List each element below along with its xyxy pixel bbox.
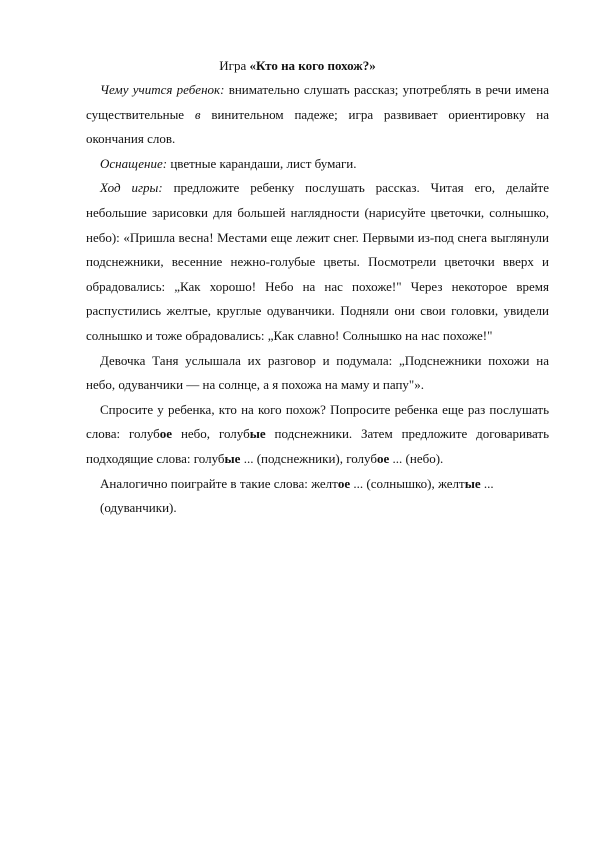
analogy-text-1: Аналогично поиграйте в такие слова: желт <box>100 475 338 491</box>
ending-highlight: ое <box>377 450 390 466</box>
game-flow-label: Ход игры: <box>100 180 163 196</box>
title-prefix: Игра <box>219 58 250 73</box>
goals-text-1: внимательно слушать рассказ; употреблять в речи имена существительные <box>86 82 549 122</box>
questions-text-1: Спросите у ребенка, кто на кого похож? Попросите ребенка еще раз послушать слова: голуб <box>86 401 549 442</box>
ending-highlight: ые <box>249 426 266 442</box>
game-flow-text: предложите ребенку послушать рассказ. Читая его, делайте небольшие зарисовки для большей наглядности (нарисуйте цветочки, солнышко, небо): «Пришла весна! Местами еще лежит снег. Первыми из-под снега выглянули подснежники, весенние нежно-голубые цветы. Посмотрели цветочки вверх и обрадовались: „Как хорошо! Небо на нас похоже!" Через некоторое время распустились желтые, круглые одуванчики. Подняли они свои головки, увидели солнышко и тоже обрадовались: „Как славно! Солнышко на нас похоже!" <box>86 180 549 343</box>
goals-label: Чему учится ребенок: <box>100 82 225 97</box>
questions-text-2: небо, голуб <box>172 426 250 442</box>
questions-text-3: подснежники. Затем предложите договаривать подходящие слова: голуб <box>86 426 550 466</box>
paragraph-game-flow <box>86 176 549 348</box>
story-ending-text: Девочка Таня услышала их разговор и подумала: „Подснежники похожи на небо, одуванчики — на солнце, а я похожа на маму и папу"». <box>86 352 549 393</box>
goals-text-2: винительном падеже; игра развивает ориентировку на окончания слов. <box>86 106 549 147</box>
paragraph-equipment <box>86 152 549 177</box>
document-body <box>86 78 549 521</box>
paragraph-questions <box>86 398 549 472</box>
equipment-text: цветные карандаши, лист бумаги. <box>167 155 357 171</box>
goals-italic-preposition: в <box>194 106 201 122</box>
ending-highlight: ые <box>464 475 481 491</box>
title-game-name: «Кто на кого похож?» <box>249 58 376 73</box>
questions-text-4: ... (подснежники), голуб <box>240 450 377 466</box>
paragraph-analogy <box>86 472 549 497</box>
analogy-end-text: (одуванчики). <box>100 500 177 516</box>
analogy-text-3: ... <box>480 475 494 491</box>
questions-text-5: ... (небо). <box>389 450 444 466</box>
ending-highlight: ое <box>337 475 351 491</box>
ending-highlight: ое <box>159 426 173 442</box>
analogy-text-2: ... (солнышко), желт <box>350 475 465 491</box>
ending-highlight: ые <box>224 450 241 466</box>
paragraph-story-ending <box>86 349 549 398</box>
paragraph-analogy-end <box>86 496 549 521</box>
page-title <box>0 58 595 74</box>
paragraph-goals <box>86 78 549 152</box>
equipment-label: Оснащение: <box>100 155 168 171</box>
